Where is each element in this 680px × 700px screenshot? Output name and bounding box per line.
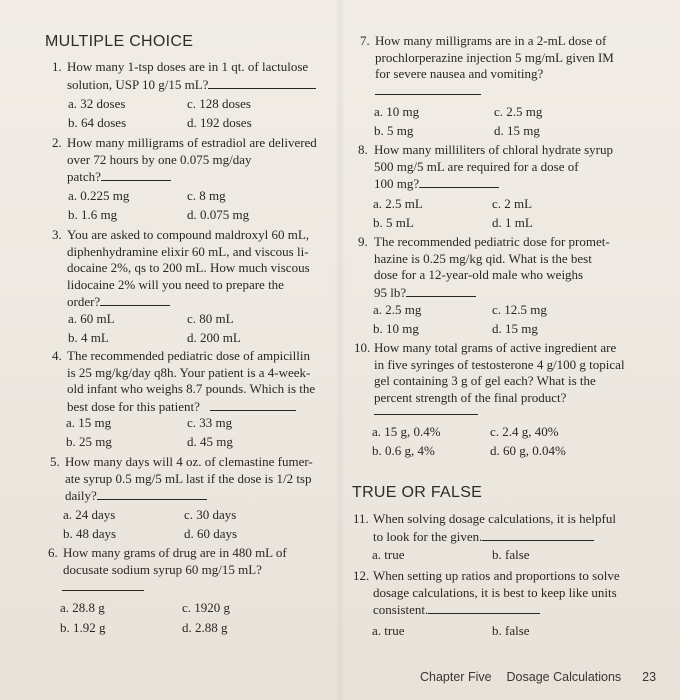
question-number: 8. <box>358 142 368 157</box>
option-a[interactable]: a. 24 days <box>63 507 116 522</box>
answer-blank[interactable] <box>210 398 296 411</box>
option-c[interactable]: c. 33 mg <box>187 415 233 430</box>
option-a[interactable]: a. 15 mg <box>66 415 112 430</box>
question-text-line: dosage calculations, it is best to keep like units <box>373 584 617 600</box>
question-text-line: dose for a 12-year-old male who weighs <box>374 267 584 282</box>
question-number: 9. <box>358 234 368 249</box>
option-d[interactable]: d. 200 mL <box>187 330 241 345</box>
question-text-line: best dose for this patient? <box>67 398 200 414</box>
question-text-line: solution, USP 10 g/15 mL? <box>67 76 209 92</box>
option-d[interactable]: d. 192 doses <box>187 115 252 130</box>
option-b[interactable]: b. 10 mg <box>373 321 419 336</box>
question-text-line: hazine is 0.25 mg/kg qid. What is the best <box>374 250 592 266</box>
question-text-line: diphenhydramine elixir 60 mL, and viscous li- <box>67 243 309 259</box>
answer-blank[interactable] <box>100 293 170 306</box>
question-text-line: The recommended pediatric dose of ampicillin <box>67 348 310 363</box>
answer-blank[interactable] <box>482 528 594 541</box>
section-heading-true-false: TRUE OR FALSE <box>352 484 483 501</box>
footer-chapter: Chapter Five <box>420 670 492 684</box>
option-b[interactable]: b. false <box>492 547 530 562</box>
option-a[interactable]: a. 2.5 mL <box>373 196 423 211</box>
question-text-line: How many total grams of active ingredient are <box>374 340 617 355</box>
question-text-line: in five syringes of testosterone 4 g/100 g topical <box>374 356 625 372</box>
section-heading-multiple-choice: MULTIPLE CHOICE <box>45 33 194 50</box>
option-b[interactable]: b. 0.6 g, 4% <box>372 443 435 458</box>
option-d[interactable]: d. 60 g, 0.04% <box>490 443 566 458</box>
question-text-line: daily? <box>65 488 97 503</box>
option-b[interactable]: b. 1.6 mg <box>68 207 118 222</box>
option-a[interactable]: a. 2.5 mg <box>373 302 422 317</box>
question-number: 10. <box>354 340 371 355</box>
option-a[interactable]: a. true <box>372 547 405 562</box>
option-b[interactable]: b. 5 mL <box>373 215 414 230</box>
question-text-line: When setting up ratios and proportions to solve <box>373 568 620 583</box>
option-d[interactable]: d. 1 mL <box>492 215 533 230</box>
question-text-line: How many days will 4 oz. of clemastine fumer- <box>65 454 313 469</box>
option-d[interactable]: d. 0.075 mg <box>187 207 250 222</box>
option-c[interactable]: c. 2.4 g, 40% <box>490 424 559 439</box>
option-d[interactable]: d. 15 mg <box>492 321 538 336</box>
option-b[interactable]: b. false <box>492 623 530 638</box>
question-text-line: consistent. <box>373 602 429 617</box>
answer-blank[interactable] <box>62 590 144 591</box>
question-text-line: How many milligrams of estradiol are delivered <box>67 135 317 150</box>
question-number: 5. <box>50 454 60 469</box>
answer-blank[interactable] <box>208 76 316 89</box>
option-c[interactable]: c. 80 mL <box>187 311 234 326</box>
option-b[interactable]: b. 4 mL <box>68 330 109 345</box>
option-c[interactable]: c. 8 mg <box>187 188 226 203</box>
question-text-line: When solving dosage calculations, it is helpful <box>373 511 616 526</box>
question-number: 6. <box>48 545 58 560</box>
option-d[interactable]: d. 2.88 g <box>182 620 228 635</box>
answer-blank[interactable] <box>97 487 207 500</box>
option-b[interactable]: b. 64 doses <box>68 115 127 130</box>
question-text-line: How many milligrams are in a 2-mL dose of <box>375 33 607 48</box>
question-text-line: lidocaine 2% will you need to prepare the <box>67 276 284 292</box>
option-a[interactable]: a. 28.8 g <box>60 600 105 615</box>
option-a[interactable]: a. 60 mL <box>68 311 115 326</box>
question-text-line: How many milliliters of chloral hydrate syrup <box>374 142 614 157</box>
option-c[interactable]: c. 12.5 mg <box>492 302 547 317</box>
answer-blank[interactable] <box>419 175 499 188</box>
option-a[interactable]: a. 0.225 mg <box>68 188 130 203</box>
option-c[interactable]: c. 128 doses <box>187 96 251 111</box>
option-b[interactable]: b. 25 mg <box>66 434 112 449</box>
footer-title: Dosage Calculations <box>506 670 622 684</box>
question-text-line: is 25 mg/kg/day q8h. Your patient is a 4-week- <box>67 364 311 380</box>
question-text-line: over 72 hours by one 0.075 mg/day <box>67 151 252 167</box>
answer-blank[interactable] <box>406 284 476 297</box>
option-d[interactable]: d. 60 days <box>184 526 238 541</box>
question-text-line: prochlorperazine injection 5 mg/mL given IM <box>375 49 614 65</box>
question-text-line: The recommended pediatric dose for promet- <box>374 234 610 249</box>
option-c[interactable]: c. 1920 g <box>182 600 231 615</box>
question-number: 7. <box>360 33 370 48</box>
page-fold-shadow <box>335 0 345 700</box>
question-text-line: docaine 2%, qs to 200 mL. How much viscous <box>67 260 310 275</box>
option-d[interactable]: d. 15 mg <box>494 123 540 138</box>
question-text-line: patch? <box>67 169 101 184</box>
question-text-line: 500 mg/5 mL are required for a dose of <box>374 158 579 174</box>
question-text-line: You are asked to compound maldroxyl 60 mL, <box>67 227 310 242</box>
question-text-line: gel containing 3 g of gel each? What is the <box>374 373 596 388</box>
option-b[interactable]: b. 48 days <box>63 526 117 541</box>
option-c[interactable]: c. 2.5 mg <box>494 104 543 119</box>
question-text-line: percent strength of the final product? <box>374 389 567 405</box>
question-text-line: old infant who weighs 8.7 pounds. Which is the <box>67 381 316 396</box>
page-footer <box>420 670 656 684</box>
question-text-line: How many grams of drug are in 480 mL of <box>63 545 287 560</box>
question-text-line: ate syrup 0.5 mg/5 mL last if the dose is 1/2 tsp <box>65 470 312 486</box>
answer-blank[interactable] <box>374 414 478 415</box>
question-number: 2. <box>52 135 62 150</box>
option-c[interactable]: c. 30 days <box>184 507 237 522</box>
option-b[interactable]: b. 5 mg <box>374 123 414 138</box>
answer-blank[interactable] <box>428 601 540 614</box>
answer-blank[interactable] <box>101 168 171 181</box>
option-b[interactable]: b. 1.92 g <box>60 620 106 635</box>
question-number: 1. <box>52 59 62 74</box>
question-number: 4. <box>52 348 62 363</box>
option-c[interactable]: c. 2 mL <box>492 196 533 211</box>
question-text-line: 95 lb? <box>374 284 407 300</box>
question-number: 11. <box>353 511 369 526</box>
question-text-line: order? <box>67 294 101 309</box>
option-d[interactable]: d. 45 mg <box>187 434 233 449</box>
question-text-line: docusate sodium syrup 60 mg/15 mL? <box>63 561 262 577</box>
option-a[interactable]: a. true <box>372 623 405 638</box>
question-number: 3. <box>52 227 62 242</box>
question-text-line: to look for the given. <box>373 528 483 544</box>
option-a[interactable]: a. 15 g, 0.4% <box>372 424 441 439</box>
page-number: 23 <box>642 670 657 684</box>
question-text-line: 100 mg? <box>374 176 420 191</box>
option-a[interactable]: a. 10 mg <box>374 104 420 119</box>
question-text-line: for severe nausea and vomiting? <box>375 66 544 81</box>
option-a[interactable]: a. 32 doses <box>68 96 126 111</box>
question-number: 12. <box>353 568 370 583</box>
question-text-line: How many 1-tsp doses are in 1 qt. of lactulose <box>67 59 309 74</box>
answer-blank[interactable] <box>375 94 481 95</box>
